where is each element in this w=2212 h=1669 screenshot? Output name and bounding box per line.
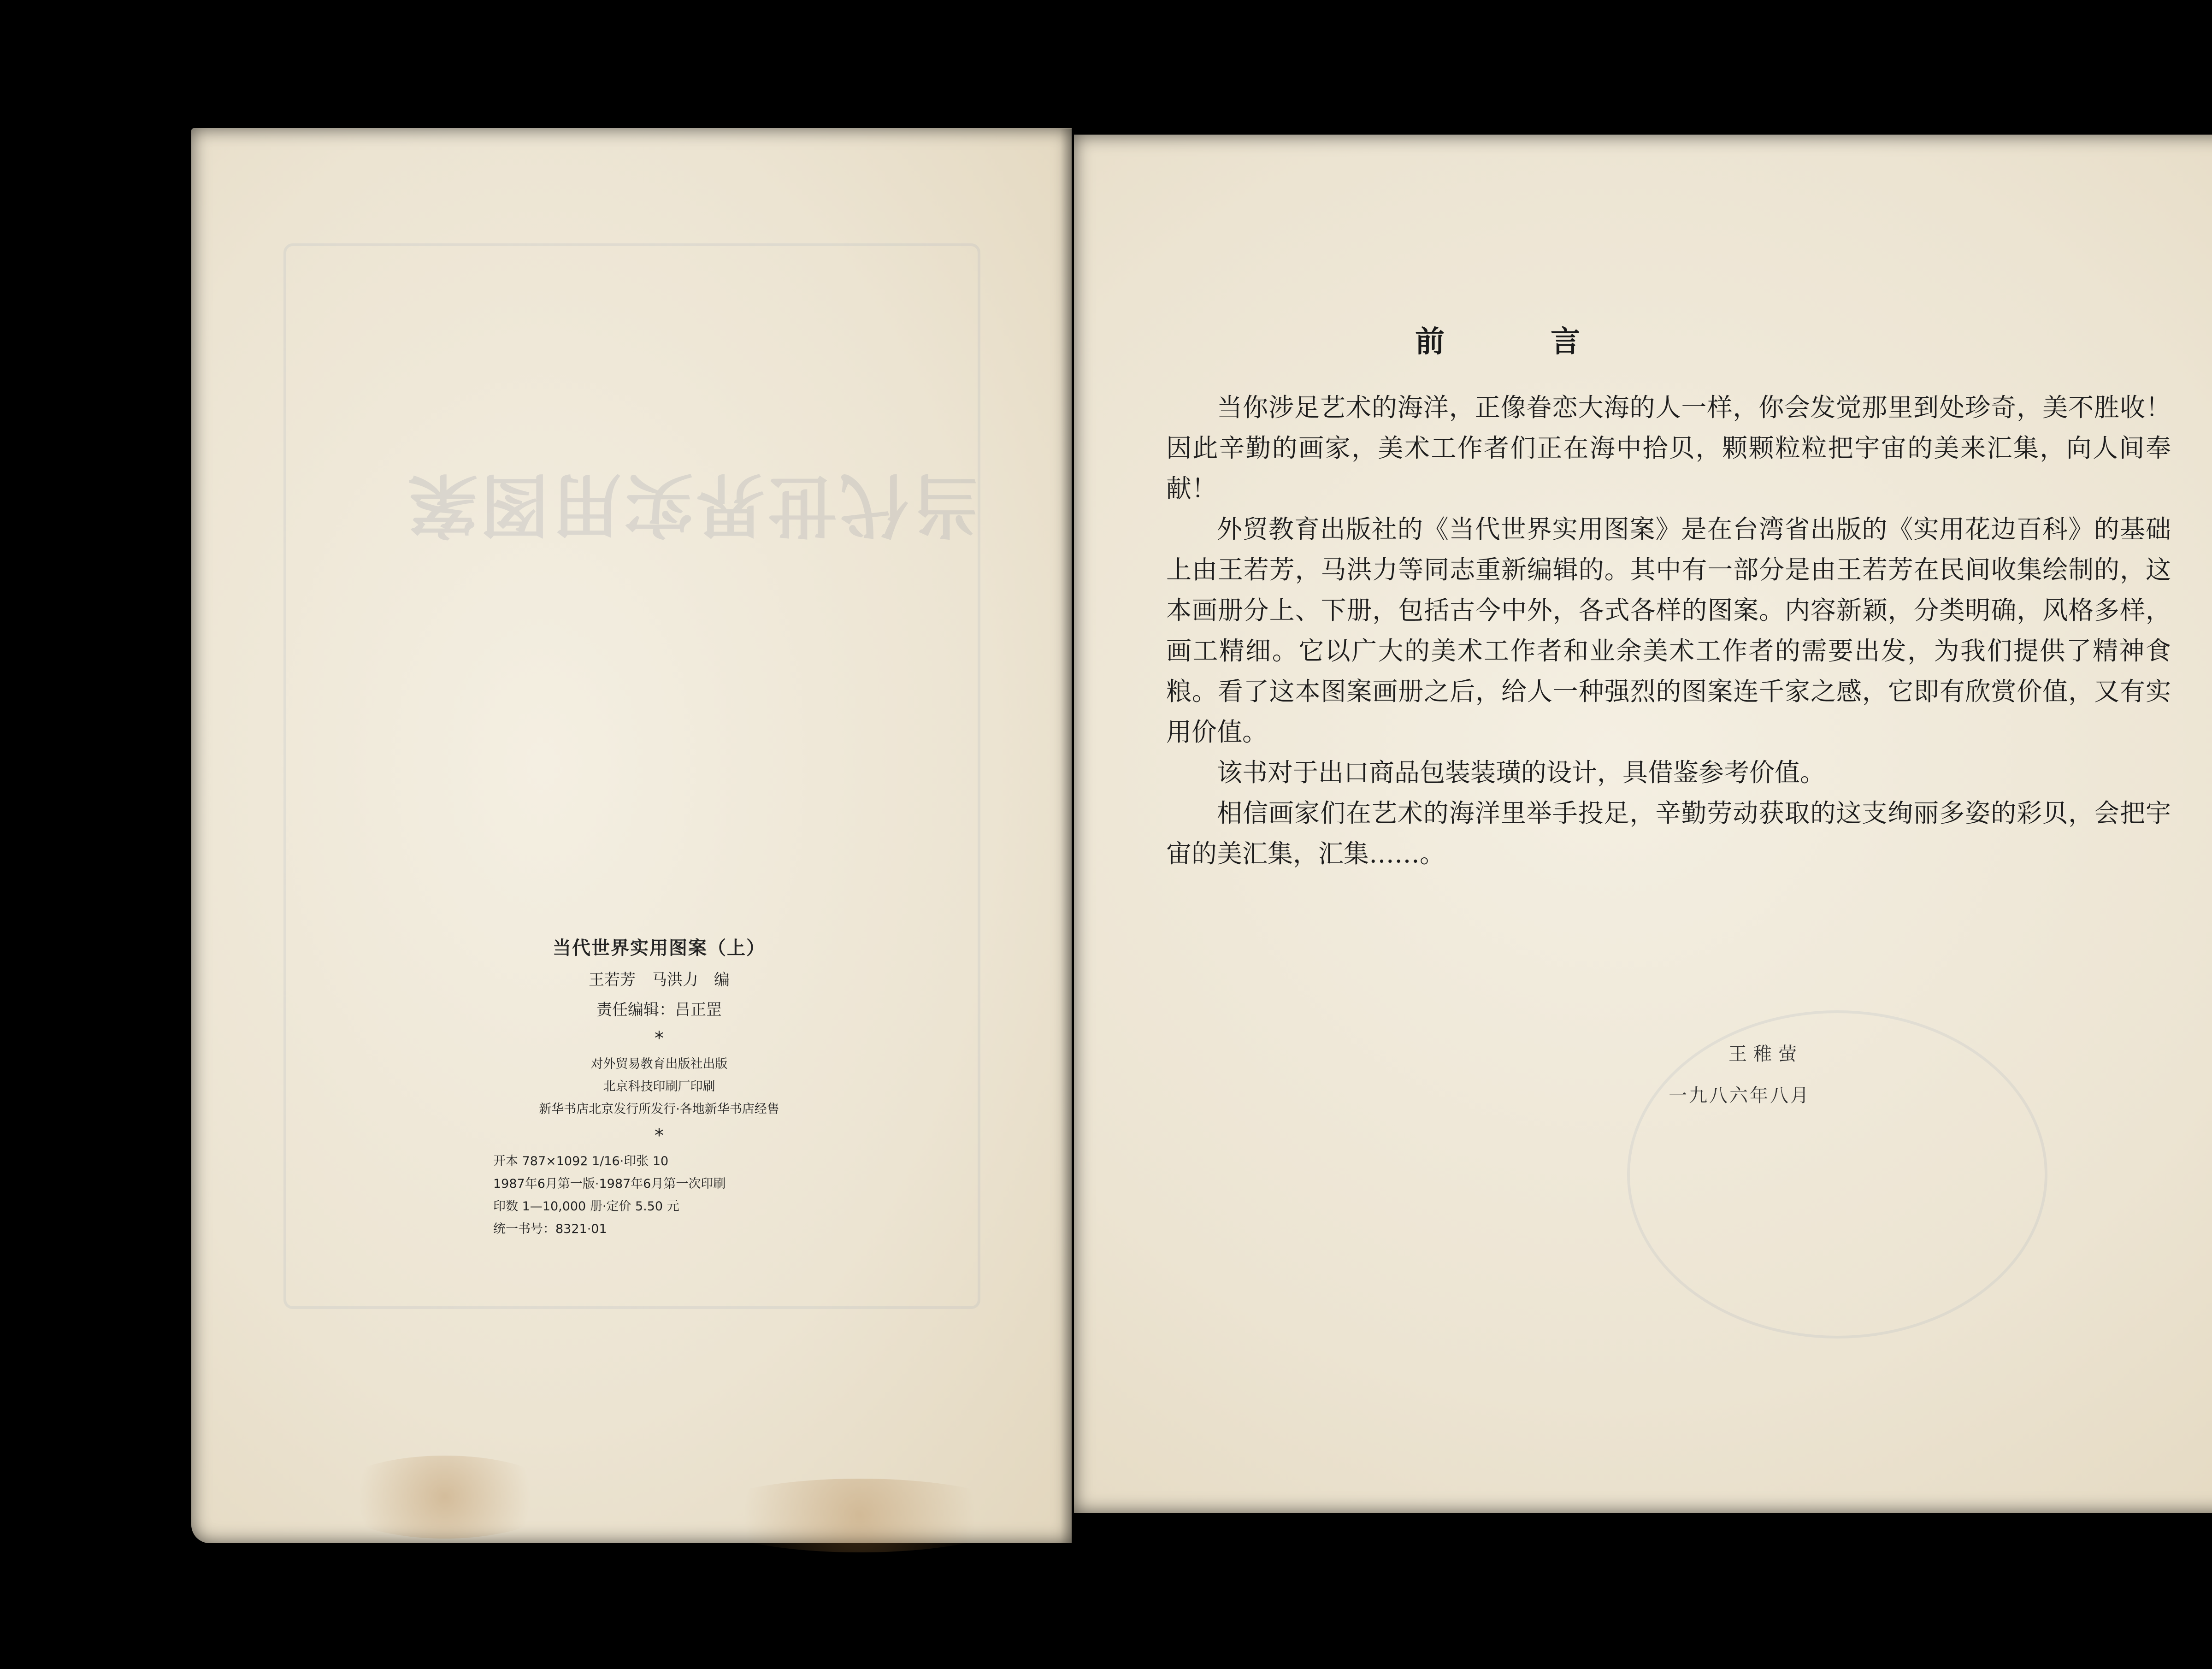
- colophon-print-run-price: 印数 1—10,000 册·定价 5.50 元: [493, 1199, 679, 1214]
- colophon-authors: 王若芳 马洪力 编: [589, 971, 730, 989]
- colophon-book-title: 当代世界实用图案（上）: [553, 938, 766, 959]
- colophon-edition: 1987年6月第一版·1987年6月第一次印刷: [493, 1177, 726, 1191]
- preface-paragraph: 该书对于出口商品包装装璜的设计，具借鉴参考价值。: [1217, 758, 1826, 787]
- preface-paragraph: 相信画家们在艺术的海洋里举手投足，辛勤劳动获取的这支绚丽多姿的彩贝，会把宇宙的美汇集，汇集……。: [1166, 798, 2171, 868]
- colophon-publisher: 对外贸易教育出版社出版: [590, 1057, 728, 1071]
- signature-name: 王稚萤: [1728, 1044, 1803, 1065]
- left-page: [191, 128, 1072, 1543]
- stain-bottom-right: [698, 1479, 1021, 1552]
- colophon-separator-2: *: [655, 1125, 664, 1146]
- colophon: [484, 933, 834, 1237]
- preface-title: 前言: [1415, 324, 1686, 359]
- ghost-illustration-bleedthrough: [1627, 1010, 2047, 1339]
- colophon-editor: 责任编辑：吕正罡: [596, 1001, 722, 1019]
- colophon-separator-1: *: [655, 1028, 664, 1049]
- colophon-printer: 北京科技印刷厂印刷: [603, 1079, 715, 1094]
- preface-paragraph: 当你涉足艺术的海洋，正像眷恋大海的人一样，你会发觉那里到处珍奇，美不胜收！因此辛勤的画家，美术工作者们正在海中拾贝，颗颗粒粒把宇宙的美来汇集，向人间奉献！: [1166, 393, 2171, 503]
- preface-paragraph: 外贸教育出版社的《当代世界实用图案》是在台湾省出版的《实用花边百科》的基础上由王若芳，马洪力等同志重新编辑的。其中有一部分是由王若芳在民间收集绘制的，这本画册分上、下册，包括古今中外，各式各样的图案。内容新颖，分类明确，风格多样，画工精细。它以广大的美术工作者和业余美术工作者的需要出发，为我们提供了精神食粮。看了这本图案画册之后，给人一种强烈的图案连千家之感，它即有欣赏价值，又有实用价值。: [1166, 514, 2171, 747]
- stain-bottom-left: [330, 1456, 560, 1539]
- colophon-book-number: 统一书号：8321·01: [493, 1222, 607, 1236]
- ghost-title-bleedthrough: 当代世界实用图案: [406, 464, 981, 544]
- signature-date: 一九八六年八月: [1669, 1085, 1811, 1106]
- colophon-distributor: 新华书店北京发行所发行·各地新华书店经售: [539, 1102, 779, 1116]
- colophon-format: 开本 787×1092 1/16·印张 10: [493, 1154, 669, 1168]
- preface-body: [1166, 387, 2171, 874]
